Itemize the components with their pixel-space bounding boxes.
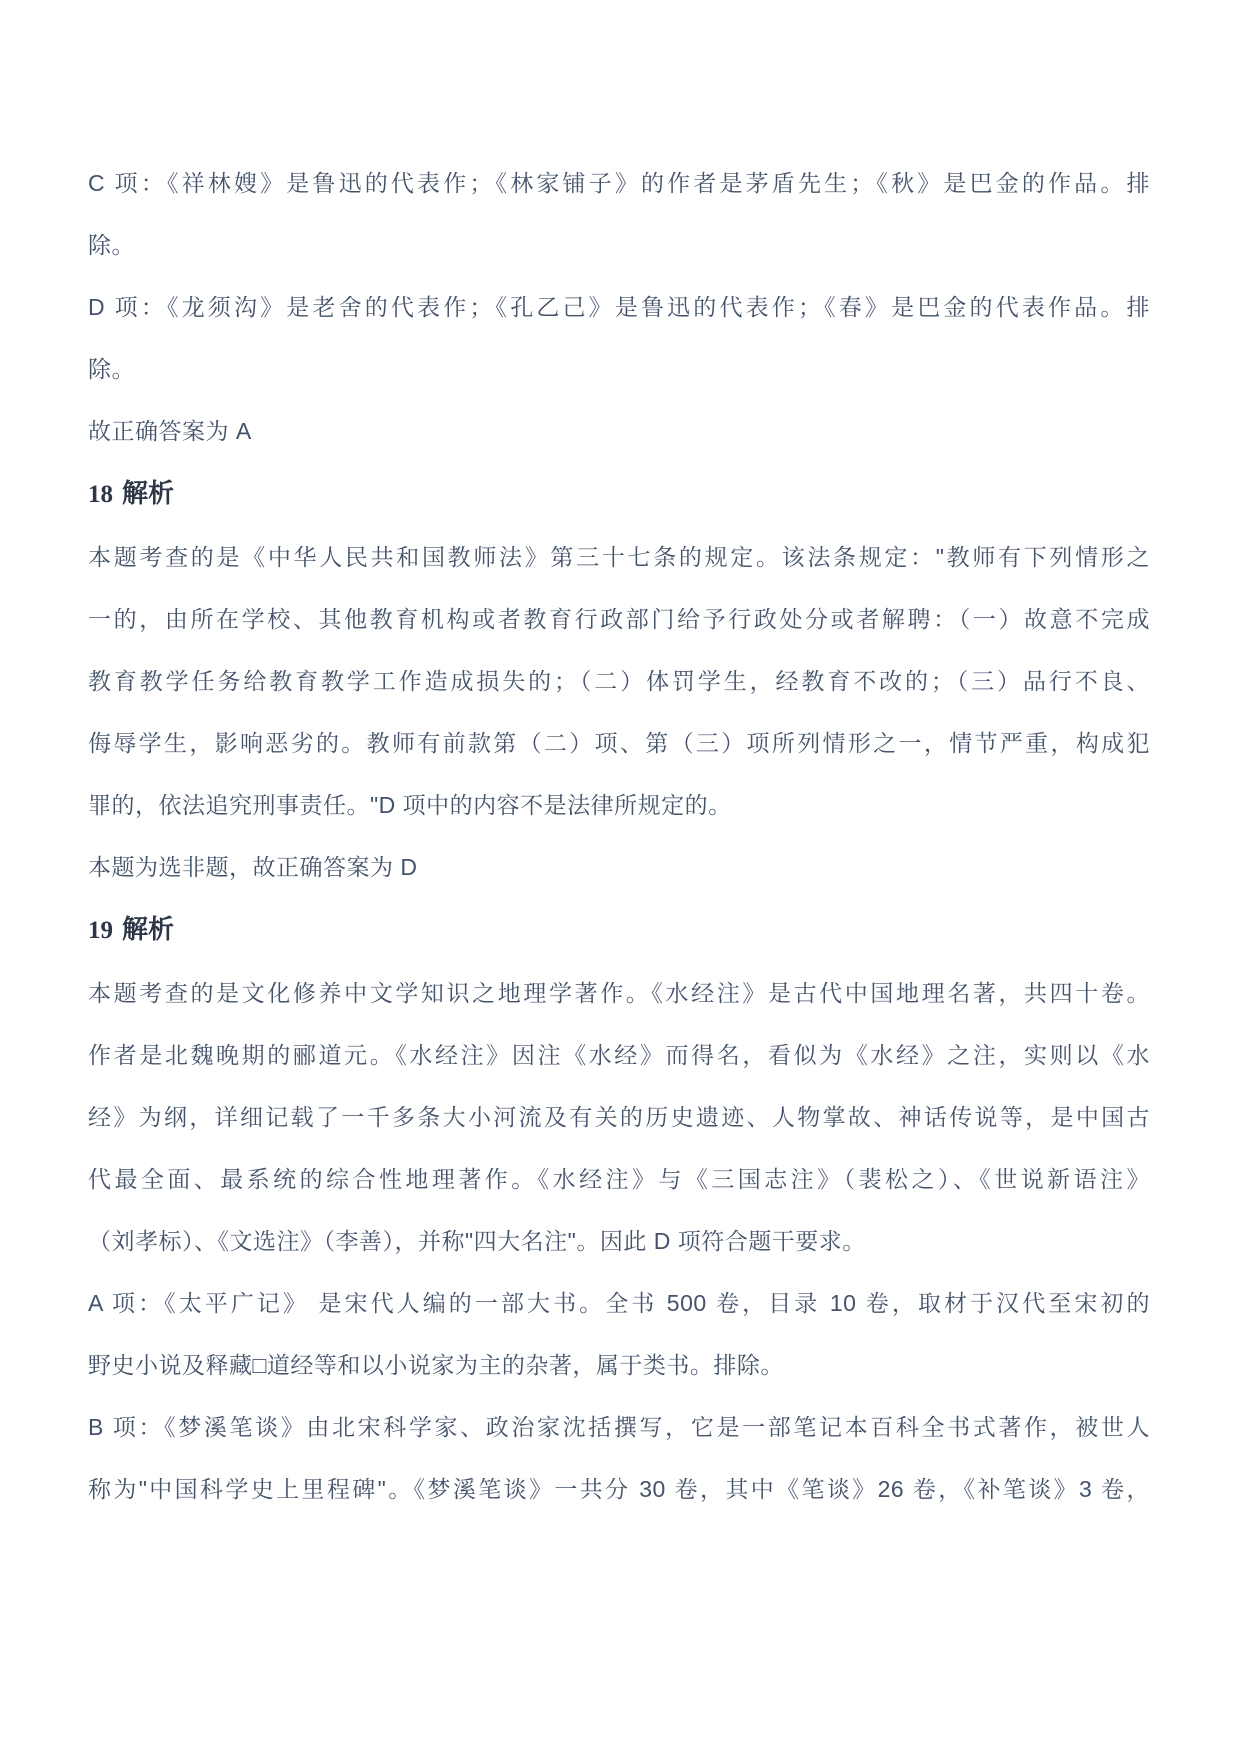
section-title: 解析 <box>122 914 175 944</box>
q19-option-a-paragraph <box>88 1272 1150 1396</box>
text-line: 本题考查的是文化修养中文学知识之地理学著作。《水经注》是古代中国地理名著，共四十卷。 <box>88 980 1150 1006</box>
document-content <box>88 152 1150 1520</box>
text-line: 侮辱学生，影响恶劣的。教师有前款第（二）项、第（三）项所列情形之一，情节严重，构成犯 <box>88 730 1150 756</box>
q19-heading <box>88 898 1150 962</box>
text-line: 教育教学任务给教育教学工作造成损失的；（二）体罚学生，经教育不改的；（三）品行不良、 <box>88 668 1150 694</box>
text-line: 本题考查的是《中华人民共和国教师法》第三十七条的规定。该法条规定："教师有下列情形之 <box>88 544 1150 570</box>
section-number: 18 <box>88 481 113 508</box>
text-line: 代最全面、最系统的综合性地理著作。《水经注》与《三国志注》（裴松之）、《世说新语注》 <box>88 1166 1150 1192</box>
text-line: 除。 <box>88 232 135 258</box>
q18-heading <box>88 462 1150 526</box>
text-line: A 项：《太平广记》 是宋代人编的一部大书。全书 500 卷，目录 10 卷，取材于汉代至宋初的 <box>88 1290 1150 1316</box>
text-line: 除。 <box>88 356 135 382</box>
text-line: C 项：《祥林嫂》是鲁迅的代表作；《林家铺子》的作者是茅盾先生；《秋》是巴金的作品。排 <box>88 170 1150 196</box>
q19-option-b-paragraph <box>88 1396 1150 1520</box>
q17-conclusion-paragraph <box>88 400 1150 462</box>
text-line: 野史小说及释藏□道经等和以小说家为主的杂著，属于类书。排除。 <box>88 1352 784 1378</box>
q18-conclusion-paragraph <box>88 836 1150 898</box>
text-line: 称为"中国科学史上里程碑"。《梦溪笔谈》一共分 30 卷，其中《笔谈》26 卷，《补笔谈》3 卷， <box>88 1476 1150 1502</box>
q18-analysis-paragraph <box>88 526 1150 836</box>
text-line: （刘孝标）、《文选注》（李善），并称"四大名注"。因此 D 项符合题干要求。 <box>88 1228 866 1254</box>
text-line: 故正确答案为 A <box>88 418 252 444</box>
text-line: 本题为选非题，故正确答案为 D <box>88 854 418 880</box>
text-line: 罪的，依法追究刑事责任。"D 项中的内容不是法律所规定的。 <box>88 792 732 818</box>
section-title: 解析 <box>122 478 175 508</box>
text-line: 经》为纲，详细记载了一千多条大小河流及有关的历史遗迹、人物掌故、神话传说等，是中国古 <box>88 1104 1150 1130</box>
text-line: D 项：《龙须沟》是老舍的代表作；《孔乙己》是鲁迅的代表作；《春》是巴金的代表作品。排 <box>88 294 1150 320</box>
section-number: 19 <box>88 917 113 944</box>
text-line: 作者是北魏晚期的郦道元。《水经注》因注《水经》而得名，看似为《水经》之注，实则以《水 <box>88 1042 1150 1068</box>
q19-analysis-paragraph <box>88 962 1150 1272</box>
q17-option-d-paragraph <box>88 276 1150 400</box>
text-line: B 项：《梦溪笔谈》由北宋科学家、政治家沈括撰写，它是一部笔记本百科全书式著作，被世人 <box>88 1414 1150 1440</box>
text-line: 一的，由所在学校、其他教育机构或者教育行政部门给予行政处分或者解聘：（一）故意不完成 <box>88 606 1150 632</box>
q17-option-c-paragraph <box>88 152 1150 276</box>
